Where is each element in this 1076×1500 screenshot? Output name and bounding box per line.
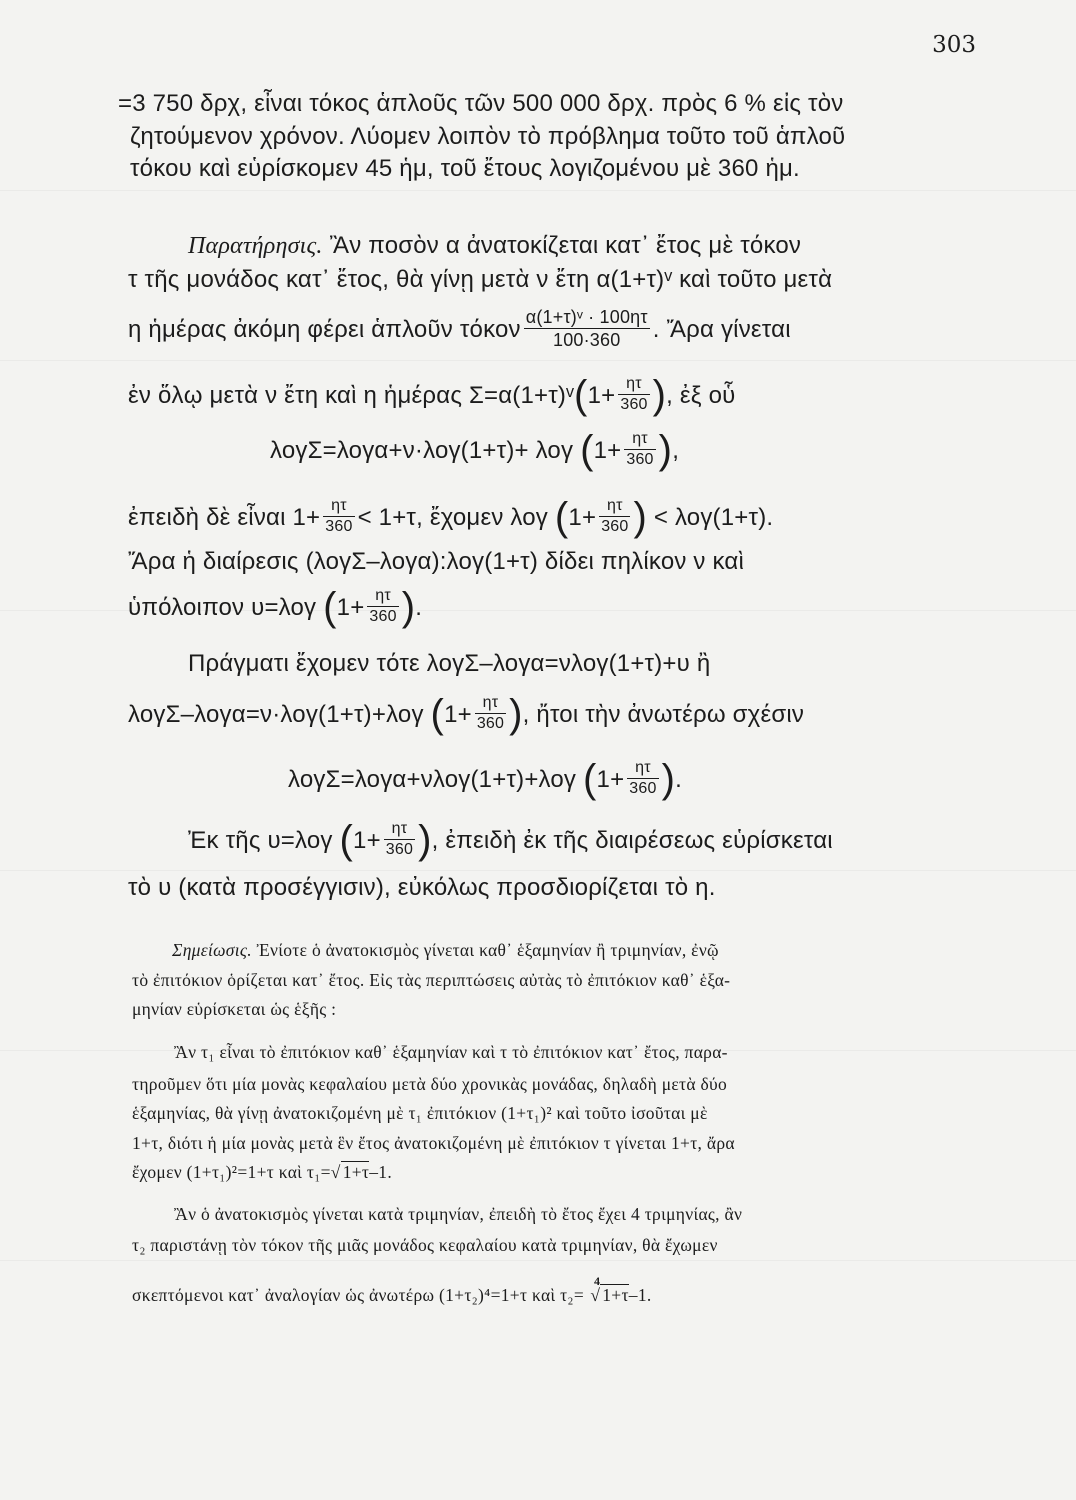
denominator: 360: [385, 841, 414, 858]
formula-line: Ἐκ τῆς υ=λογ (1+ $\frac{\eta\tau}{360}$ ), ἐπειδὴ ἐκ τῆς διαιρέσεως εὑρίσκεται: [188, 817, 833, 862]
fraction: [367, 588, 398, 625]
formula-line: λογΣ=λογα+ν·λογ(1+τ)+ λογ (1+ $\frac{\eta\tau}{360}$ ),: [270, 427, 680, 472]
denominator: 360: [626, 451, 654, 468]
denominator: 360: [629, 780, 657, 797]
numerator: ητ: [618, 376, 649, 395]
text-span: .: [675, 765, 682, 793]
fraction: [384, 821, 415, 858]
numerator: ητ: [367, 588, 398, 607]
denominator: 360: [620, 396, 648, 413]
numerator: ητ: [627, 760, 658, 779]
page-number: 303: [932, 32, 976, 58]
denominator: 360: [325, 518, 353, 535]
root-index: 4: [594, 1274, 601, 1288]
text-span: σκεπτόμενοι κατ᾽ ἀναλογίαν ὡς ἀνωτέρω (1+τ₂)⁴=1+τ καὶ τ₂=: [132, 1285, 585, 1305]
numerator: ητ: [384, 821, 415, 840]
formula-line: ὑπόλοιπον υ=λογ (1+ $\frac{\eta\tau}{360}$ ).: [128, 584, 423, 629]
term: 1+: [353, 826, 381, 854]
term: 1+: [568, 503, 597, 531]
denominator: 360: [369, 608, 397, 625]
interest-fraction: [524, 308, 650, 349]
note-line: 1+τ, διότι ἡ μία μονὰς μετὰ ἓν ἔτος ἀνατοκιζομένη μὲ ἐπιτόκιον τ γίνεται 1+τ, ἄρα: [132, 1133, 735, 1153]
note-heading: Σημείωσις.: [172, 940, 252, 960]
text-line: τ τῆς μονάδος κατ᾽ ἔτος, θὰ γίνῃ μετὰ ν ἔτη α(1+τ)ᵛ καὶ τοῦτο μετὰ: [128, 266, 833, 293]
text-span: λογΣ–λογα=ν·λογ(1+τ)+λογ: [128, 700, 424, 728]
term: 1+: [587, 381, 616, 409]
remark-line: [188, 232, 801, 260]
note-line: τ₂ παριστάνῃ τὸν τόκον τῆς μιᾶς μονάδος κεφαλαίου κατὰ τριμηνίαν, θὰ ἔχωμεν: [132, 1235, 718, 1255]
text-span: ἔχομεν (1+τ₁)²=1+τ καὶ τ₁=: [132, 1162, 331, 1182]
radicand: 1+τ: [342, 1162, 370, 1182]
term: 1+: [593, 436, 622, 464]
numerator: ητ: [599, 498, 630, 517]
numerator: α(1+τ)ᵛ · 100ητ: [525, 307, 648, 327]
note-line: ἔχομεν (1+τ₁)²=1+τ καὶ τ₁=√ 1+τ–1.: [132, 1162, 393, 1182]
text-span: , ἐξ οὗ: [666, 381, 736, 409]
fraction: [599, 498, 630, 535]
text-span: , ἐπειδὴ ἐκ τῆς διαιρέσεως εὑρίσκεται: [431, 826, 833, 854]
fraction: [627, 760, 658, 797]
formula-line: λογΣ–λογα=ν·λογ(1+τ)+λογ (1+ $\frac{\eta\tau}{360}$ ), ἤτοι τὴν ἀνωτέρω σχέσιν: [128, 691, 805, 736]
text-span: .: [415, 593, 423, 621]
note-line: ἑξαμηνίας, θὰ γίνῃ ἀνατοκιζομένη μὲ τ₁ ἐπιτόκιον (1+τ₁)² καὶ τοῦτο ἰσοῦται μὲ: [132, 1103, 708, 1123]
text-line: Πράγματι ἔχομεν τότε λογΣ–λογα=νλογ(1+τ)+υ ἢ: [188, 650, 711, 677]
term: 1+: [596, 765, 625, 793]
text-line: τόκου καὶ εὑρίσκομεν 45 ἡμ, τοῦ ἔτους λογιζομένου μὲ 360 ἡμ.: [130, 155, 800, 182]
text-span: ὑπόλοιπον υ=λογ: [128, 593, 317, 621]
note-line: τηροῦμεν ὅτι μία μονὰς κεφαλαίου μετὰ δύο χρονικὰς μονάδας, δηλαδὴ μετὰ δύο: [132, 1074, 728, 1094]
text-span: ἐπειδὴ δὲ εἶναι 1+: [128, 503, 321, 531]
text-span: λογΣ=λογα+νλογ(1+τ)+λογ: [288, 765, 577, 793]
remark-heading: Παρατήρησις.: [188, 233, 323, 259]
text-span: Ἐκ τῆς υ=λογ: [188, 826, 333, 854]
text-span: Ἂν ποσὸν α ἀνατοκίζεται κατ᾽ ἔτος μὲ τόκον: [322, 232, 802, 259]
text-span: ἐν ὅλῳ μετὰ ν ἔτη καὶ η ἡμέρας Σ=α(1+τ)ᵛ: [128, 381, 575, 409]
text-span: < λογ(1+τ).: [653, 503, 774, 531]
text-line: τὸ υ (κατὰ προσέγγισιν), εὐκόλως προσδιορίζεται τὸ η.: [128, 874, 716, 901]
formula-line: ἐν ὅλῳ μετὰ ν ἔτη καὶ η ἡμέρας Σ=α(1+τ)ᵛ(1+ $\frac{\eta\tau}{360}$ ), ἐξ οὗ: [128, 372, 736, 417]
radicand: 1+τ: [602, 1285, 629, 1305]
text-span: η ἡμέρας ἀκόμη φέρει ἁπλοῦν τόκον: [128, 315, 521, 343]
numerator: ητ: [323, 498, 354, 517]
note-line: [172, 940, 719, 961]
formula-line: [128, 307, 791, 351]
numerator: ητ: [624, 431, 655, 450]
fraction: [475, 695, 506, 732]
note-line: σκεπτόμενοι κατ᾽ ἀναλογίαν ὡς ἀνωτέρω (1+τ₂)⁴=1+τ καὶ τ₂=$^4$√ 1+τ–1.: [132, 1274, 652, 1305]
formula-line: λογΣ=λογα+νλογ(1+τ)+λογ (1+ $\frac{\eta\tau}{360}$ ).: [288, 756, 682, 801]
text-line: =3 750 δρχ, εἶναι τόκος ἁπλοῦς τῶν 500 000 δρχ. πρὸς 6 % εἰς τὸν: [118, 90, 844, 117]
term: 1+: [336, 593, 365, 621]
denominator: 360: [601, 518, 629, 535]
note-line: Ἂν τ₁ εἶναι τὸ ἐπιτόκιον καθ᾽ ἑξαμηνίαν καὶ τ τὸ ἐπιτόκιον κατ᾽ ἔτος, παρα-: [174, 1042, 728, 1062]
note-line: Ἂν ὁ ἀνατοκισμὸς γίνεται κατὰ τριμηνίαν, ἐπειδὴ τὸ ἔτος ἔχει 4 τριμηνίας, ἂν: [174, 1204, 743, 1224]
text-span: . Ἄρα γίνεται: [652, 315, 791, 343]
text-span: –1.: [369, 1162, 393, 1182]
denominator: 360: [476, 715, 505, 732]
note-line: μηνίαν εὑρίσκεται ὡς ἑξῆς :: [132, 999, 337, 1019]
text-span: , ἤτοι τὴν ἀνωτέρω σχέσιν: [522, 700, 805, 728]
text-span: ,: [672, 436, 680, 464]
term: 1+: [444, 700, 472, 728]
text-span: λογΣ=λογα+ν·λογ(1+τ)+ λογ: [270, 436, 574, 464]
fraction: [624, 431, 655, 468]
text-span: < 1+τ, ἔχομεν λογ: [357, 503, 549, 531]
text-line: ζητούμενον χρόνον. Λύομεν λοιπὸν τὸ πρόβλημα τοῦτο τοῦ ἁπλοῦ: [130, 123, 846, 150]
text-span: –1.: [628, 1285, 652, 1305]
fraction: [618, 376, 649, 413]
numerator: ητ: [475, 695, 506, 714]
formula-line: ἐπειδὴ δὲ εἶναι 1+ $\frac{\eta\tau}{360}$ < 1+τ, ἔχομεν λογ (1+ $\frac{\eta\tau}{360}$ ) < λογ(1+τ).: [128, 494, 774, 539]
fraction: [323, 498, 354, 535]
note-line: τὸ ἐπιτόκιον ὁρίζεται κατ᾽ ἔτος. Εἰς τὰς περιπτώσεις αὐτὰς τὸ ἐπιτόκιον καθ᾽ ἑξα-: [132, 970, 731, 990]
text-span: Ἐνίοτε ὁ ἀνατοκισμὸς γίνεται καθ᾽ ἑξαμηνίαν ἢ τριμηνίαν, ἐνῷ: [251, 940, 719, 960]
text-line: Ἄρα ἡ διαίρεσις (λογΣ–λογα):λογ(1+τ) δίδει πηλίκον ν καὶ: [128, 548, 745, 575]
denominator: 100·360: [552, 330, 621, 350]
